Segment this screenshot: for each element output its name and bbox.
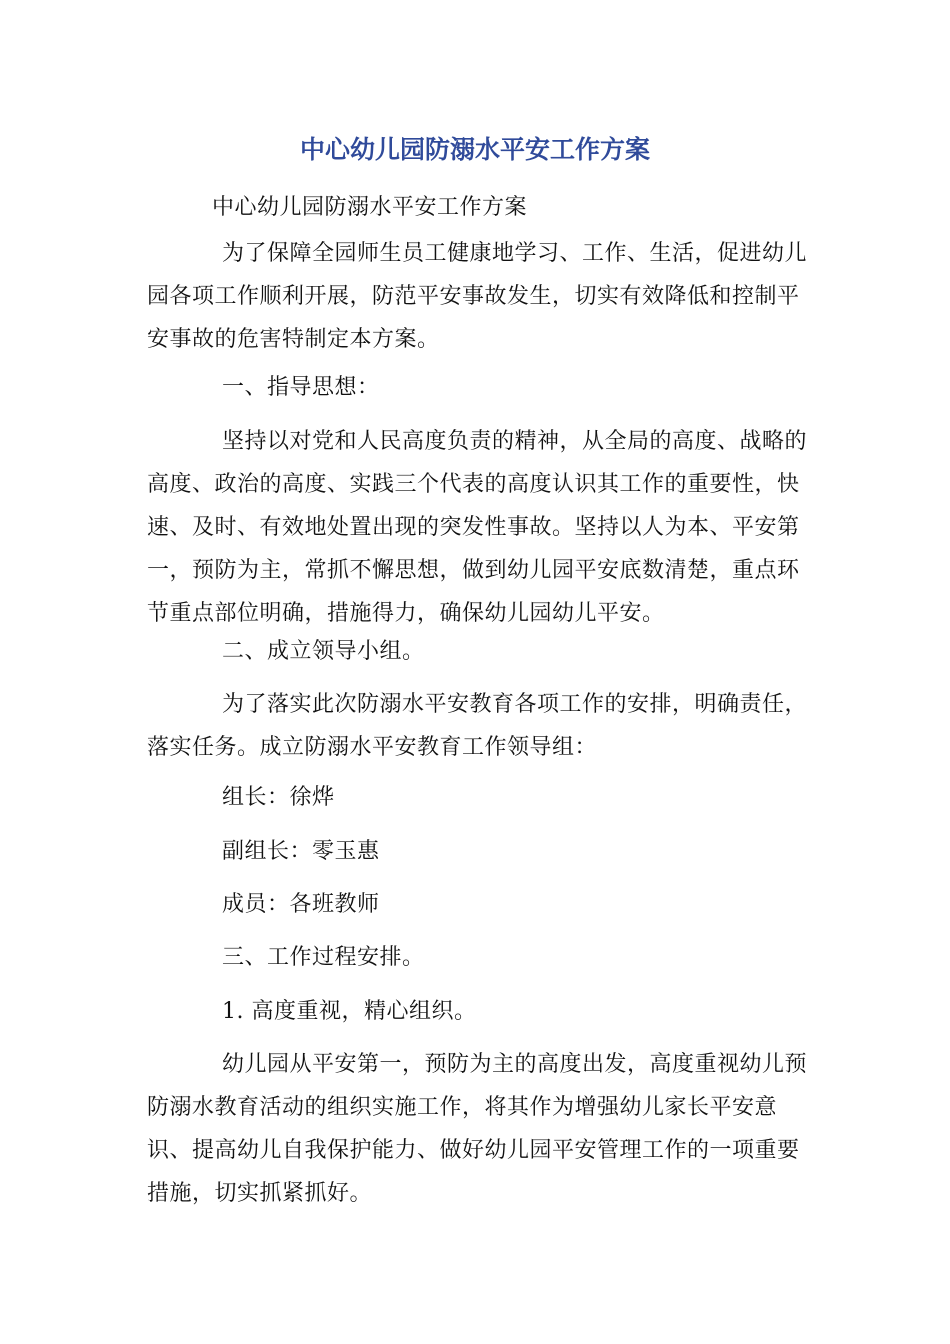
heading-guiding-thought: 一、指导思想： (222, 375, 380, 400)
paragraph-leadership-group: 为了落实此次防溺水平安教育各项工作的安排，明确责任，落实任务。成立防溺水平安教育工作领导组： (147, 692, 808, 760)
heading-item-1: 1. 高度重视，精心组织。 (222, 999, 477, 1024)
paragraph-item-1: 幼儿园从平安第一，预防为主的高度出发，高度重视幼儿预防溺水教育活动的组织实施工作，将其作为增强幼儿家长平安意识、提高幼儿自我保护能力、做好幼儿园平安管理工作的一项重要措施，切实抓紧抓好。 (147, 1052, 808, 1206)
group-leader: 组长：徐烨 (222, 785, 335, 810)
group-members: 成员：各班教师 (222, 892, 380, 917)
document-subtitle: 中心幼儿园防溺水平安工作方案 (212, 195, 528, 220)
group-deputy-leader: 副组长：零玉惠 (222, 839, 380, 864)
document-title: 中心幼儿园防溺水平安工作方案 (299, 135, 650, 164)
heading-work-process: 三、工作过程安排。 (222, 945, 425, 970)
heading-leadership-group: 二、成立领导小组。 (222, 639, 425, 664)
paragraph-intro: 为了保障全园师生员工健康地学习、工作、生活，促进幼儿园各项工作顺利开展，防范平安事故发生，切实有效降低和控制平安事故的危害特制定本方案。 (147, 241, 808, 352)
paragraph-guiding-thought: 坚持以对党和人民高度负责的精神，从全局的高度、战略的高度、政治的高度、实践三个代表的高度认识其工作的重要性，快速、及时、有效地处置出现的突发性事故。坚持以人为本、平安第一，预防为主，常抓不懈思想，做到幼儿园平安底数清楚，重点环节重点部位明确，措施得力，确保幼儿园幼儿平安。 (147, 429, 808, 626)
